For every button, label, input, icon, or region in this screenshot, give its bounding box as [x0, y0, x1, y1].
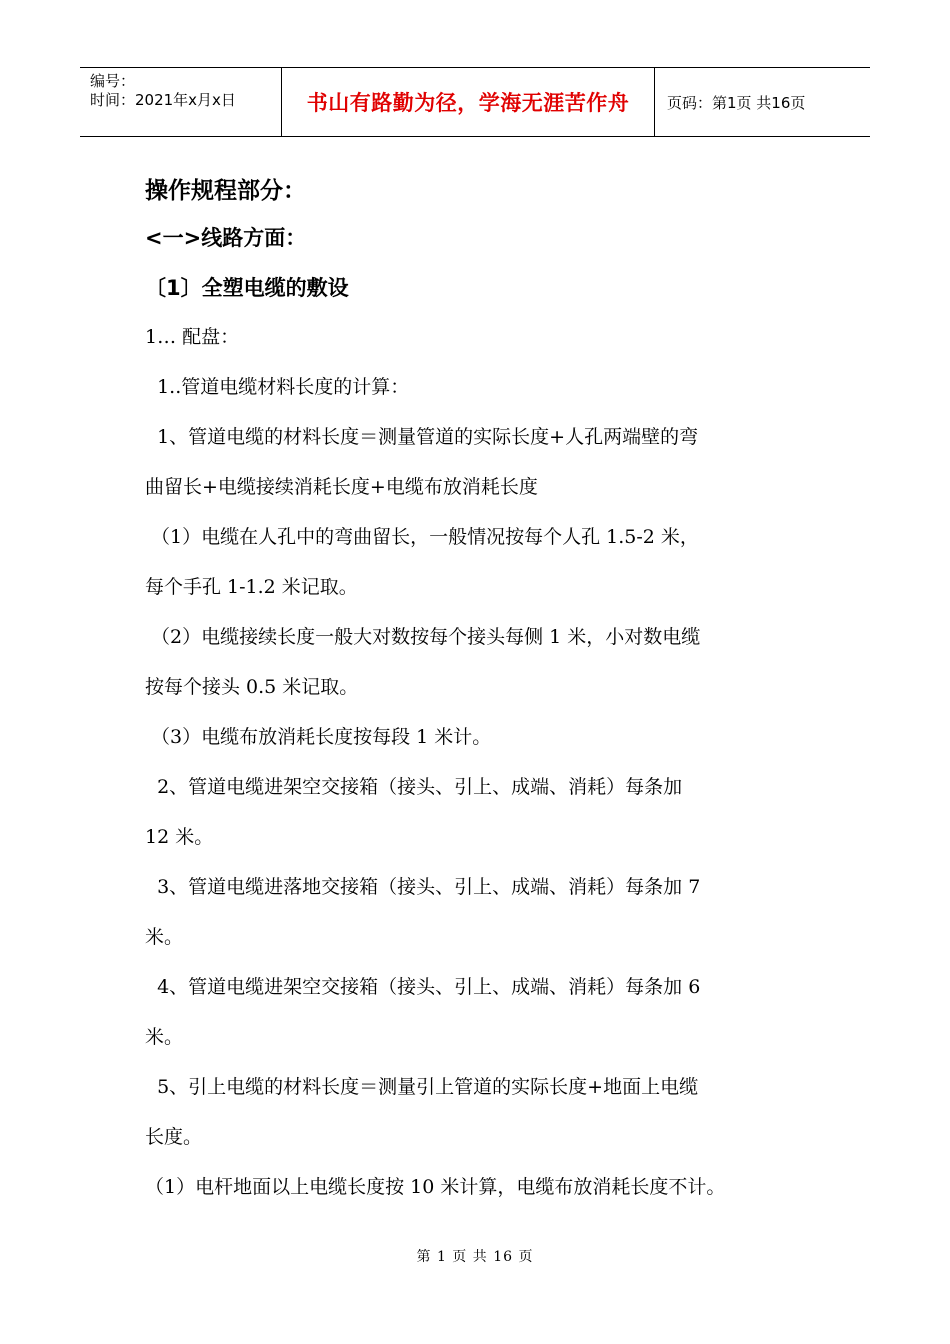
header-meta: [80, 68, 282, 136]
number-label: 编号：: [90, 72, 136, 90]
header-motto: 书山有路勤为径，学海无涯苦作舟: [282, 68, 655, 136]
paragraph-line: （2）电缆接续长度一般大对数按每个接头每侧 1 米，小对数电缆: [145, 626, 701, 648]
page-title: 操作规程部分：: [145, 178, 306, 204]
paragraph-line: 4、管道电缆进架空交接箱（接头、引上、成端、消耗）每条加 6: [145, 976, 701, 998]
subsection-heading: 〔1〕全塑电缆的敷设: [145, 276, 349, 300]
paragraph-line: 1… 配盘：: [145, 326, 240, 348]
header-page-info: 页码：第1页 共16页: [667, 93, 806, 112]
date-label: 时间：2021年x月x日: [90, 91, 236, 109]
document-header: [80, 67, 870, 137]
paragraph-line: 长度。: [145, 1126, 203, 1148]
paragraph-line: 米。: [145, 1026, 184, 1048]
paragraph-line: （1）电缆在人孔中的弯曲留长，一般情况按每个人孔 1.5-2 米，: [145, 526, 699, 548]
paragraph-line: 米。: [145, 926, 184, 948]
section-heading: <一>线路方面：: [145, 226, 307, 250]
paragraph-line: 12 米。: [145, 826, 214, 848]
paragraph-line: 按每个接头 0.5 米记取。: [145, 676, 359, 698]
paragraph-line: 2、管道电缆进架空交接箱（接头、引上、成端、消耗）每条加: [145, 776, 683, 798]
paragraph-line: （1）电杆地面以上电缆长度按 10 米计算，电缆布放消耗长度不计。: [145, 1176, 726, 1198]
paragraph-line: （3）电缆布放消耗长度按每段 1 米计。: [145, 726, 492, 748]
paragraph-line: 3、管道电缆进落地交接箱（接头、引上、成端、消耗）每条加 7: [145, 876, 701, 898]
paragraph-line: 5、引上电缆的材料长度＝测量引上管道的实际长度+地面上电缆: [145, 1076, 699, 1098]
paragraph-line: 每个手孔 1-1.2 米记取。: [145, 576, 358, 598]
page-footer: 第 1 页 共 16 页: [416, 1249, 534, 1265]
paragraph-line: 1..管道电缆材料长度的计算：: [145, 376, 410, 398]
paragraph-line: 1、管道电缆的材料长度＝测量管道的实际长度+人孔两端壁的弯: [145, 426, 699, 448]
paragraph-line: 曲留长+电缆接续消耗长度+电缆布放消耗长度: [145, 476, 538, 498]
